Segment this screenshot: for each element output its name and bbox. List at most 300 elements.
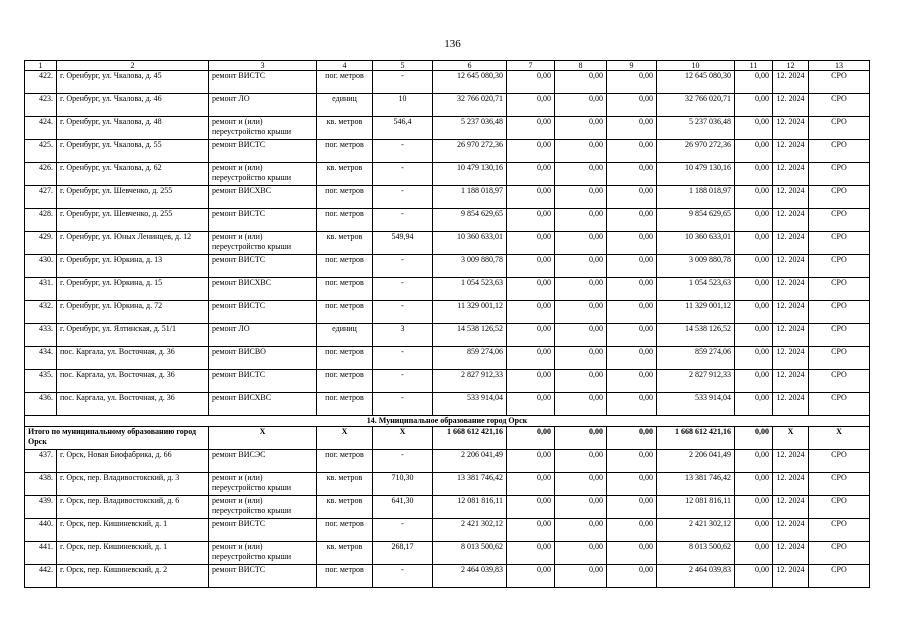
work-type-cell: ремонт ВИСТС (209, 209, 317, 232)
completion-term-cell: 12. 2024 (773, 542, 809, 565)
address-cell: г. Орск, пер. Владивостокский, д. 6 (57, 496, 209, 519)
quantity-cell: - (373, 393, 433, 416)
unit-cell: пог. метров (317, 186, 373, 209)
fund-share-cell: 0,00 (507, 232, 555, 255)
fund-share-cell: 0,00 (507, 393, 555, 416)
unit-cell: кв. метров (317, 542, 373, 565)
municipal-share-cell: 0,00 (607, 117, 657, 140)
total-cell: X (317, 427, 373, 450)
completion-term-cell: 12. 2024 (773, 232, 809, 255)
table-row (25, 473, 870, 496)
completion-term-cell: 12. 2024 (773, 186, 809, 209)
method-cell: СРО (809, 117, 870, 140)
total-cost-cell: 14 538 126,52 (433, 324, 507, 347)
total-cell: 0,00 (507, 427, 555, 450)
unit-cell: пог. метров (317, 140, 373, 163)
municipal-share-cell: 0,00 (607, 450, 657, 473)
address-cell: г. Орск, пер. Кишиневский, д. 2 (57, 565, 209, 588)
region-share-cell: 0,00 (555, 450, 607, 473)
municipal-share-cell: 0,00 (607, 473, 657, 496)
municipal-share-cell: 0,00 (607, 519, 657, 542)
total-cost-cell: 26 970 272,36 (433, 140, 507, 163)
row-number-cell: 426. (25, 163, 57, 186)
municipal-share-cell: 0,00 (607, 163, 657, 186)
total-cost-cell: 12 081 816,11 (433, 496, 507, 519)
region-share-cell: 0,00 (555, 186, 607, 209)
fund-share-cell: 0,00 (507, 255, 555, 278)
work-type-cell: ремонт ВИСТС (209, 255, 317, 278)
quantity-cell: - (373, 278, 433, 301)
completion-term-cell: 12. 2024 (773, 393, 809, 416)
quantity-cell: - (373, 71, 433, 94)
fund-share-cell: 0,00 (507, 209, 555, 232)
fund-share-cell: 0,00 (507, 347, 555, 370)
quantity-cell: - (373, 519, 433, 542)
unit-cell: пог. метров (317, 519, 373, 542)
table-row (25, 71, 870, 94)
fund-share-cell: 0,00 (507, 565, 555, 588)
address-cell: г. Оренбург, ул. Юркина, д. 15 (57, 278, 209, 301)
address-cell: г. Оренбург, ул. Чкалова, д. 55 (57, 140, 209, 163)
work-type-cell: ремонт ВИСЭС (209, 450, 317, 473)
method-cell: СРО (809, 301, 870, 324)
region-share-cell: 0,00 (555, 71, 607, 94)
table-row (25, 255, 870, 278)
column-number: 5 (373, 61, 433, 71)
total-cost-cell: 2 464 039,83 (433, 565, 507, 588)
completion-term-cell: 12. 2024 (773, 117, 809, 140)
total-cost-cell: 12 645 080,30 (433, 71, 507, 94)
table-row (25, 519, 870, 542)
row-number-cell: 438. (25, 473, 57, 496)
work-type-cell: ремонт ЛО (209, 324, 317, 347)
other-share-cell: 0,00 (735, 324, 773, 347)
owners-share-cell: 1 188 018,97 (657, 186, 735, 209)
address-cell: г. Оренбург, ул. Чкалова, д. 48 (57, 117, 209, 140)
municipal-share-cell: 0,00 (607, 140, 657, 163)
table-row (25, 370, 870, 393)
total-cost-cell: 5 237 036,48 (433, 117, 507, 140)
work-type-cell: ремонт и (или) переустройство крыши (209, 496, 317, 519)
completion-term-cell: 12. 2024 (773, 71, 809, 94)
owners-share-cell: 2 464 039,83 (657, 565, 735, 588)
table-row (25, 324, 870, 347)
total-cost-cell: 9 854 629,65 (433, 209, 507, 232)
address-cell: г. Оренбург, ул. Чкалова, д. 46 (57, 94, 209, 117)
region-share-cell: 0,00 (555, 519, 607, 542)
table-row (25, 209, 870, 232)
other-share-cell: 0,00 (735, 370, 773, 393)
completion-term-cell: 12. 2024 (773, 347, 809, 370)
completion-term-cell: 12. 2024 (773, 278, 809, 301)
method-cell: СРО (809, 519, 870, 542)
work-type-cell: ремонт ВИСВО (209, 347, 317, 370)
municipal-share-cell: 0,00 (607, 209, 657, 232)
owners-share-cell: 1 054 523,63 (657, 278, 735, 301)
municipal-share-cell: 0,00 (607, 186, 657, 209)
owners-share-cell: 10 479 130,16 (657, 163, 735, 186)
fund-share-cell: 0,00 (507, 117, 555, 140)
method-cell: СРО (809, 542, 870, 565)
method-cell: СРО (809, 140, 870, 163)
unit-cell: единиц (317, 94, 373, 117)
region-share-cell: 0,00 (555, 117, 607, 140)
column-number: 3 (209, 61, 317, 71)
total-cost-cell: 2 421 302,12 (433, 519, 507, 542)
owners-share-cell: 9 854 629,65 (657, 209, 735, 232)
owners-share-cell: 533 914,04 (657, 393, 735, 416)
total-cost-cell: 859 274,06 (433, 347, 507, 370)
municipal-share-cell: 0,00 (607, 232, 657, 255)
method-cell: СРО (809, 278, 870, 301)
unit-cell: пог. метров (317, 209, 373, 232)
method-cell: СРО (809, 347, 870, 370)
table-row (25, 94, 870, 117)
address-cell: г. Оренбург, ул. Юркина, д. 13 (57, 255, 209, 278)
table-row (25, 117, 870, 140)
address-cell: г. Оренбург, ул. Шевченко, д. 255 (57, 186, 209, 209)
column-number-row (25, 61, 870, 71)
municipal-share-cell: 0,00 (607, 255, 657, 278)
total-cost-cell: 2 206 041,49 (433, 450, 507, 473)
table-row (25, 393, 870, 416)
unit-cell: кв. метров (317, 232, 373, 255)
row-number-cell: 435. (25, 370, 57, 393)
work-type-cell: ремонт ВИСТС (209, 519, 317, 542)
other-share-cell: 0,00 (735, 163, 773, 186)
owners-share-cell: 10 360 633,01 (657, 232, 735, 255)
row-number-cell: 439. (25, 496, 57, 519)
section-header-row (25, 416, 870, 427)
address-cell: г. Оренбург, ул. Юных Ленинцев, д. 12 (57, 232, 209, 255)
owners-share-cell: 2 421 302,12 (657, 519, 735, 542)
region-share-cell: 0,00 (555, 542, 607, 565)
quantity-cell: - (373, 209, 433, 232)
address-cell: пос. Каргала, ул. Восточная, д. 36 (57, 347, 209, 370)
municipal-share-cell: 0,00 (607, 94, 657, 117)
work-type-cell: ремонт ВИСХВС (209, 186, 317, 209)
region-share-cell: 0,00 (555, 347, 607, 370)
region-share-cell: 0,00 (555, 209, 607, 232)
total-cell: 1 668 612 421,16 (657, 427, 735, 450)
other-share-cell: 0,00 (735, 140, 773, 163)
owners-share-cell: 26 970 272,36 (657, 140, 735, 163)
unit-cell: единиц (317, 324, 373, 347)
row-number-cell: 441. (25, 542, 57, 565)
completion-term-cell: 12. 2024 (773, 496, 809, 519)
work-type-cell: ремонт ВИСТС (209, 370, 317, 393)
unit-cell: кв. метров (317, 496, 373, 519)
quantity-cell: 3 (373, 324, 433, 347)
unit-cell: кв. метров (317, 163, 373, 186)
column-number: 6 (433, 61, 507, 71)
quantity-cell: - (373, 565, 433, 588)
region-share-cell: 0,00 (555, 301, 607, 324)
quantity-cell: - (373, 140, 433, 163)
method-cell: СРО (809, 450, 870, 473)
row-number-cell: 429. (25, 232, 57, 255)
quantity-cell: 10 (373, 94, 433, 117)
unit-cell: кв. метров (317, 117, 373, 140)
region-share-cell: 0,00 (555, 496, 607, 519)
region-share-cell: 0,00 (555, 473, 607, 496)
total-cell: X (373, 427, 433, 450)
quantity-cell: - (373, 347, 433, 370)
total-cell: 0,00 (607, 427, 657, 450)
column-number: 13 (809, 61, 870, 71)
total-cost-cell: 10 479 130,16 (433, 163, 507, 186)
table-row (25, 496, 870, 519)
owners-share-cell: 2 827 912,33 (657, 370, 735, 393)
column-number: 4 (317, 61, 373, 71)
owners-share-cell: 12 645 080,30 (657, 71, 735, 94)
capital-repair-table (24, 60, 870, 588)
method-cell: СРО (809, 71, 870, 94)
owners-share-cell: 12 081 816,11 (657, 496, 735, 519)
column-number: 11 (735, 61, 773, 71)
fund-share-cell: 0,00 (507, 140, 555, 163)
quantity-cell: 549,94 (373, 232, 433, 255)
municipal-share-cell: 0,00 (607, 565, 657, 588)
quantity-cell: - (373, 255, 433, 278)
other-share-cell: 0,00 (735, 186, 773, 209)
total-label: Итого по муниципальному образованию город Орск (25, 427, 209, 450)
completion-term-cell: 12. 2024 (773, 565, 809, 588)
total-cell: 1 668 612 421,16 (433, 427, 507, 450)
address-cell: г. Орск, пер. Кишиневский, д. 1 (57, 519, 209, 542)
fund-share-cell: 0,00 (507, 370, 555, 393)
total-cell: X (209, 427, 317, 450)
work-type-cell: ремонт и (или) переустройство крыши (209, 473, 317, 496)
other-share-cell: 0,00 (735, 519, 773, 542)
address-cell: г. Оренбург, ул. Чкалова, д. 62 (57, 163, 209, 186)
column-number: 2 (57, 61, 209, 71)
other-share-cell: 0,00 (735, 347, 773, 370)
work-type-cell: ремонт ВИСТС (209, 140, 317, 163)
fund-share-cell: 0,00 (507, 542, 555, 565)
other-share-cell: 0,00 (735, 278, 773, 301)
table-row (25, 163, 870, 186)
quantity-cell: - (373, 163, 433, 186)
completion-term-cell: 12. 2024 (773, 301, 809, 324)
total-cost-cell: 533 914,04 (433, 393, 507, 416)
fund-share-cell: 0,00 (507, 278, 555, 301)
quantity-cell: 268,17 (373, 542, 433, 565)
region-share-cell: 0,00 (555, 393, 607, 416)
quantity-cell: - (373, 370, 433, 393)
table-row (25, 565, 870, 588)
method-cell: СРО (809, 370, 870, 393)
unit-cell: пог. метров (317, 71, 373, 94)
other-share-cell: 0,00 (735, 301, 773, 324)
unit-cell: пог. метров (317, 301, 373, 324)
unit-cell: пог. метров (317, 450, 373, 473)
row-number-cell: 440. (25, 519, 57, 542)
completion-term-cell: 12. 2024 (773, 255, 809, 278)
address-cell: г. Оренбург, ул. Шевченко, д. 255 (57, 209, 209, 232)
method-cell: СРО (809, 255, 870, 278)
total-cost-cell: 10 360 633,01 (433, 232, 507, 255)
unit-cell: пог. метров (317, 255, 373, 278)
fund-share-cell: 0,00 (507, 186, 555, 209)
fund-share-cell: 0,00 (507, 496, 555, 519)
total-cost-cell: 1 054 523,63 (433, 278, 507, 301)
table-row (25, 301, 870, 324)
method-cell: СРО (809, 209, 870, 232)
region-share-cell: 0,00 (555, 163, 607, 186)
completion-term-cell: 12. 2024 (773, 450, 809, 473)
region-share-cell: 0,00 (555, 565, 607, 588)
municipal-share-cell: 0,00 (607, 71, 657, 94)
region-share-cell: 0,00 (555, 94, 607, 117)
region-share-cell: 0,00 (555, 232, 607, 255)
fund-share-cell: 0,00 (507, 163, 555, 186)
method-cell: СРО (809, 232, 870, 255)
work-type-cell: ремонт ВИСТС (209, 71, 317, 94)
completion-term-cell: 12. 2024 (773, 519, 809, 542)
unit-cell: пог. метров (317, 370, 373, 393)
work-type-cell: ремонт ВИСТС (209, 301, 317, 324)
unit-cell: пог. метров (317, 278, 373, 301)
fund-share-cell: 0,00 (507, 71, 555, 94)
total-cost-cell: 13 381 746,42 (433, 473, 507, 496)
region-share-cell: 0,00 (555, 255, 607, 278)
other-share-cell: 0,00 (735, 542, 773, 565)
other-share-cell: 0,00 (735, 565, 773, 588)
address-cell: г. Орск, Новая Биофабрика, д. 66 (57, 450, 209, 473)
work-type-cell: ремонт ВИСХВС (209, 393, 317, 416)
address-cell: г. Оренбург, ул. Ялтинская, д. 51/1 (57, 324, 209, 347)
total-cost-cell: 1 188 018,97 (433, 186, 507, 209)
table-row (25, 140, 870, 163)
quantity-cell: 546,4 (373, 117, 433, 140)
row-number-cell: 433. (25, 324, 57, 347)
method-cell: СРО (809, 565, 870, 588)
method-cell: СРО (809, 186, 870, 209)
completion-term-cell: 12. 2024 (773, 140, 809, 163)
address-cell: г. Орск, пер. Владивостокский, д. 3 (57, 473, 209, 496)
row-number-cell: 428. (25, 209, 57, 232)
total-cost-cell: 11 329 001,12 (433, 301, 507, 324)
completion-term-cell: 12. 2024 (773, 324, 809, 347)
column-number: 1 (25, 61, 57, 71)
table-row (25, 542, 870, 565)
total-cost-cell: 8 013 500,62 (433, 542, 507, 565)
row-number-cell: 427. (25, 186, 57, 209)
other-share-cell: 0,00 (735, 450, 773, 473)
region-share-cell: 0,00 (555, 140, 607, 163)
other-share-cell: 0,00 (735, 473, 773, 496)
municipal-share-cell: 0,00 (607, 370, 657, 393)
quantity-cell: - (373, 301, 433, 324)
quantity-cell: 710,30 (373, 473, 433, 496)
table-row (25, 450, 870, 473)
section-title: 14. Муниципальное образование город Орск (25, 416, 870, 427)
total-cost-cell: 32 766 020,71 (433, 94, 507, 117)
method-cell: СРО (809, 163, 870, 186)
other-share-cell: 0,00 (735, 94, 773, 117)
unit-cell: пог. метров (317, 347, 373, 370)
address-cell: пос. Каргала, ул. Восточная, д. 36 (57, 393, 209, 416)
quantity-cell: - (373, 186, 433, 209)
completion-term-cell: 12. 2024 (773, 473, 809, 496)
work-type-cell: ремонт и (или) переустройство крыши (209, 232, 317, 255)
owners-share-cell: 32 766 020,71 (657, 94, 735, 117)
table-row (25, 186, 870, 209)
row-number-cell: 425. (25, 140, 57, 163)
municipal-share-cell: 0,00 (607, 496, 657, 519)
row-number-cell: 423. (25, 94, 57, 117)
quantity-cell: 641,30 (373, 496, 433, 519)
municipal-share-cell: 0,00 (607, 393, 657, 416)
municipal-share-cell: 0,00 (607, 301, 657, 324)
region-share-cell: 0,00 (555, 324, 607, 347)
work-type-cell: ремонт и (или) переустройство крыши (209, 163, 317, 186)
row-number-cell: 436. (25, 393, 57, 416)
region-share-cell: 0,00 (555, 278, 607, 301)
fund-share-cell: 0,00 (507, 324, 555, 347)
total-cost-cell: 2 827 912,33 (433, 370, 507, 393)
address-cell: г. Оренбург, ул. Юркина, д. 72 (57, 301, 209, 324)
owners-share-cell: 5 237 036,48 (657, 117, 735, 140)
row-number-cell: 434. (25, 347, 57, 370)
address-cell: пос. Каргала, ул. Восточная, д. 36 (57, 370, 209, 393)
other-share-cell: 0,00 (735, 393, 773, 416)
row-number-cell: 424. (25, 117, 57, 140)
column-number: 12 (773, 61, 809, 71)
owners-share-cell: 8 013 500,62 (657, 542, 735, 565)
row-number-cell: 430. (25, 255, 57, 278)
other-share-cell: 0,00 (735, 209, 773, 232)
municipal-share-cell: 0,00 (607, 347, 657, 370)
fund-share-cell: 0,00 (507, 94, 555, 117)
page-number: 136 (444, 38, 461, 50)
column-number: 8 (555, 61, 607, 71)
total-cell: 0,00 (735, 427, 773, 450)
address-cell: г. Оренбург, ул. Чкалова, д. 45 (57, 71, 209, 94)
column-number: 9 (607, 61, 657, 71)
municipal-share-cell: 0,00 (607, 324, 657, 347)
work-type-cell: ремонт ВИСТС (209, 565, 317, 588)
owners-share-cell: 3 009 880,78 (657, 255, 735, 278)
work-type-cell: ремонт и (или) переустройство крыши (209, 117, 317, 140)
other-share-cell: 0,00 (735, 255, 773, 278)
work-type-cell: ремонт и (или) переустройство крыши (209, 542, 317, 565)
method-cell: СРО (809, 393, 870, 416)
owners-share-cell: 859 274,06 (657, 347, 735, 370)
completion-term-cell: 12. 2024 (773, 94, 809, 117)
fund-share-cell: 0,00 (507, 301, 555, 324)
fund-share-cell: 0,00 (507, 450, 555, 473)
row-number-cell: 431. (25, 278, 57, 301)
work-type-cell: ремонт ВИСХВС (209, 278, 317, 301)
column-number: 7 (507, 61, 555, 71)
section-total-row (25, 427, 870, 450)
table-row (25, 278, 870, 301)
completion-term-cell: 12. 2024 (773, 370, 809, 393)
method-cell: СРО (809, 473, 870, 496)
unit-cell: пог. метров (317, 565, 373, 588)
other-share-cell: 0,00 (735, 71, 773, 94)
quantity-cell: - (373, 450, 433, 473)
completion-term-cell: 12. 2024 (773, 163, 809, 186)
method-cell: СРО (809, 94, 870, 117)
row-number-cell: 442. (25, 565, 57, 588)
row-number-cell: 432. (25, 301, 57, 324)
other-share-cell: 0,00 (735, 232, 773, 255)
owners-share-cell: 2 206 041,49 (657, 450, 735, 473)
fund-share-cell: 0,00 (507, 519, 555, 542)
